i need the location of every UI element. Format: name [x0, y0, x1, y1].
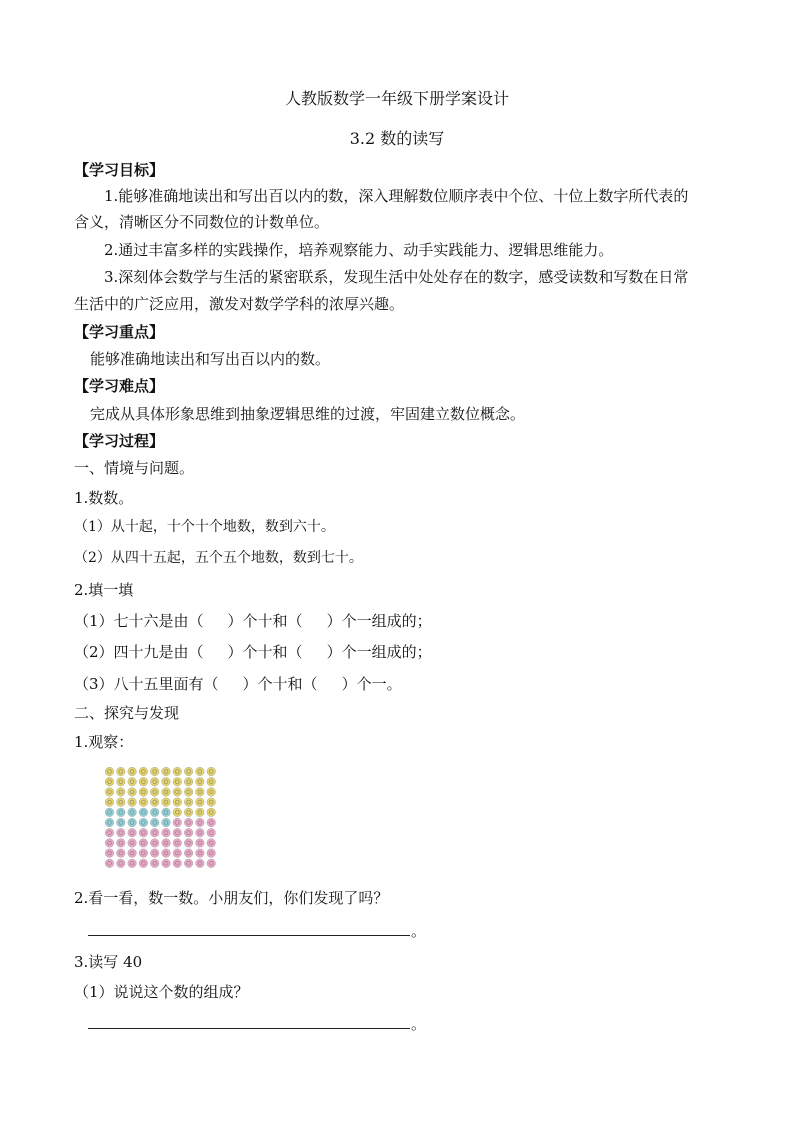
counting-dot [117, 767, 126, 776]
counting-dot [139, 798, 148, 807]
counting-dot [139, 859, 148, 868]
counting-dot [207, 788, 216, 797]
counting-dot [105, 818, 114, 827]
counting-dot [105, 859, 114, 868]
counting-dot [139, 849, 148, 858]
counting-dot [117, 849, 126, 858]
counting-dot [196, 859, 205, 868]
counting-dot [139, 777, 148, 786]
counting-dot [173, 777, 182, 786]
keypoint-text: 能够准确地读出和写出百以内的数。 [90, 350, 331, 368]
counting-dot [117, 859, 126, 868]
question-read-write-a: （1）说说这个数的组成？ [74, 983, 249, 1001]
objective-1-line-2: 含义，清晰区分不同数位的计数单位。 [74, 213, 330, 231]
q2c-part-2: ）个十和（ [242, 675, 318, 693]
counting-dot [128, 849, 137, 858]
counting-dot [184, 859, 193, 868]
counting-dot [117, 839, 126, 848]
counting-dot [196, 798, 205, 807]
counting-dot [105, 849, 114, 858]
counting-dot [184, 767, 193, 776]
counting-dot [128, 828, 137, 837]
counting-dot [150, 818, 159, 827]
counting-dot [173, 808, 182, 817]
counting-dot [207, 839, 216, 848]
counting-dot [105, 808, 114, 817]
counting-dot [128, 818, 137, 827]
counting-dot [162, 798, 171, 807]
counting-dot [128, 839, 137, 848]
counting-dot [150, 798, 159, 807]
counting-dot [105, 767, 114, 776]
counting-dot [139, 767, 148, 776]
counting-dot [139, 839, 148, 848]
counting-dot [150, 767, 159, 776]
counting-dot [139, 788, 148, 797]
keypoint-heading: 【学习重点】 [74, 323, 165, 341]
counting-dot [184, 839, 193, 848]
counting-dot [207, 798, 216, 807]
q2a-part-3: ）个一组成的； [326, 612, 432, 630]
counting-dot [139, 808, 148, 817]
counting-dot [162, 788, 171, 797]
counting-dot [173, 828, 182, 837]
counting-dot [184, 798, 193, 807]
objective-3-line-1: 3.深刻体会数学与生活的紧密联系，发现生活中处处存在的数字，感受读数和写数在日常 [104, 268, 689, 286]
counting-dot [150, 808, 159, 817]
process-heading: 【学习过程】 [74, 432, 165, 450]
counting-dot [196, 818, 205, 827]
counting-dot [207, 828, 216, 837]
part-2-heading: 二、探究与发现 [74, 704, 180, 722]
difficulty-text: 完成从具体形象思维到抽象逻辑思维的过渡，牢固建立数位概念。 [90, 405, 526, 423]
counting-dot [105, 788, 114, 797]
counting-dot [184, 828, 193, 837]
counting-dot [173, 839, 182, 848]
counting-dot [184, 788, 193, 797]
counting-dots-image [104, 766, 218, 870]
counting-dot [184, 808, 193, 817]
counting-dot [139, 828, 148, 837]
counting-dot [207, 767, 216, 776]
q2a-part-2: ）个十和（ [227, 612, 303, 630]
q2b-part-3: ）个一组成的； [326, 643, 432, 661]
counting-dot [207, 849, 216, 858]
question-1-b: （2）从四十五起，五个五个地数，数到七十。 [74, 550, 363, 566]
counting-dot [207, 818, 216, 827]
counting-dot [173, 798, 182, 807]
counting-dot [196, 849, 205, 858]
q2a-part-1: （1）七十六是由（ [74, 612, 204, 630]
counting-dot [128, 777, 137, 786]
counting-dot [105, 777, 114, 786]
counting-dot [184, 777, 193, 786]
q2c-part-3: ）个一。 [341, 675, 402, 693]
counting-dot [150, 849, 159, 858]
counting-dot [173, 849, 182, 858]
answer-line-2[interactable] [88, 1028, 410, 1029]
counting-dot [117, 818, 126, 827]
document-title: 人教版数学一年级下册学案设计 [284, 89, 509, 108]
counting-dot [184, 818, 193, 827]
counting-dot [173, 818, 182, 827]
difficulty-heading: 【学习难点】 [74, 377, 165, 395]
counting-dot [162, 859, 171, 868]
counting-dot [150, 839, 159, 848]
question-2-b [74, 642, 724, 662]
objective-1-line-1: 1.能够准确地读出和写出百以内的数，深入理解数位顺序表中个位、十位上数字所代表的 [104, 187, 689, 205]
answer-1-period: 。 [411, 922, 427, 940]
counting-dot [196, 777, 205, 786]
objectives-heading: 【学习目标】 [74, 161, 165, 179]
question-2-c [74, 674, 724, 694]
counting-dot [196, 808, 205, 817]
observe-label: 1.观察： [74, 733, 134, 751]
counting-dot [128, 859, 137, 868]
counting-dot [162, 828, 171, 837]
counting-dot [105, 798, 114, 807]
counting-dot [128, 798, 137, 807]
counting-dot [196, 767, 205, 776]
lesson-subtitle: 3.2 数的读写 [349, 129, 445, 148]
counting-dot [139, 818, 148, 827]
objective-3-line-2: 生活中的广泛应用，激发对数学学科的浓厚兴趣。 [74, 295, 405, 313]
question-read-write: 3.读写 40 [74, 953, 143, 971]
counting-dot [162, 818, 171, 827]
part-1-heading: 一、情境与问题。 [74, 459, 195, 477]
counting-dot [207, 859, 216, 868]
counting-dot [184, 849, 193, 858]
counting-dot [105, 828, 114, 837]
counting-dot [150, 859, 159, 868]
counting-dot [117, 808, 126, 817]
counting-dot [117, 828, 126, 837]
counting-dot [128, 808, 137, 817]
counting-dot [207, 808, 216, 817]
counting-dot [117, 777, 126, 786]
q2b-part-1: （2）四十九是由（ [74, 643, 204, 661]
question-look-count: 2.看一看，数一数。小朋友们，你们发现了吗？ [74, 889, 389, 907]
counting-dot [150, 788, 159, 797]
answer-line-1[interactable] [88, 935, 410, 936]
q2c-part-1: （3）八十五里面有（ [74, 675, 219, 693]
counting-dot [173, 859, 182, 868]
counting-dot [162, 808, 171, 817]
counting-dot [150, 828, 159, 837]
counting-dot [173, 788, 182, 797]
counting-dot [128, 788, 137, 797]
question-2: 2.填一填 [74, 581, 134, 599]
question-1-a: （1）从十起，十个十个地数，数到六十。 [74, 519, 335, 535]
counting-dot [162, 849, 171, 858]
answer-2-period: 。 [411, 1015, 427, 1033]
counting-dot [105, 839, 114, 848]
counting-dot [162, 767, 171, 776]
objective-2: 2.通过丰富多样的实践操作，培养观察能力、动手实践能力、逻辑思维能力。 [104, 241, 614, 259]
question-2-a [74, 611, 724, 631]
question-1: 1.数数。 [74, 489, 134, 507]
counting-dot [128, 767, 137, 776]
counting-dot [162, 777, 171, 786]
q2b-part-2: ）个十和（ [227, 643, 303, 661]
counting-dot [117, 798, 126, 807]
counting-dot [196, 828, 205, 837]
counting-dot [117, 788, 126, 797]
counting-dot [150, 777, 159, 786]
counting-dot [173, 767, 182, 776]
counting-dot [162, 839, 171, 848]
counting-dot [196, 788, 205, 797]
counting-dot [207, 777, 216, 786]
counting-dot [196, 839, 205, 848]
